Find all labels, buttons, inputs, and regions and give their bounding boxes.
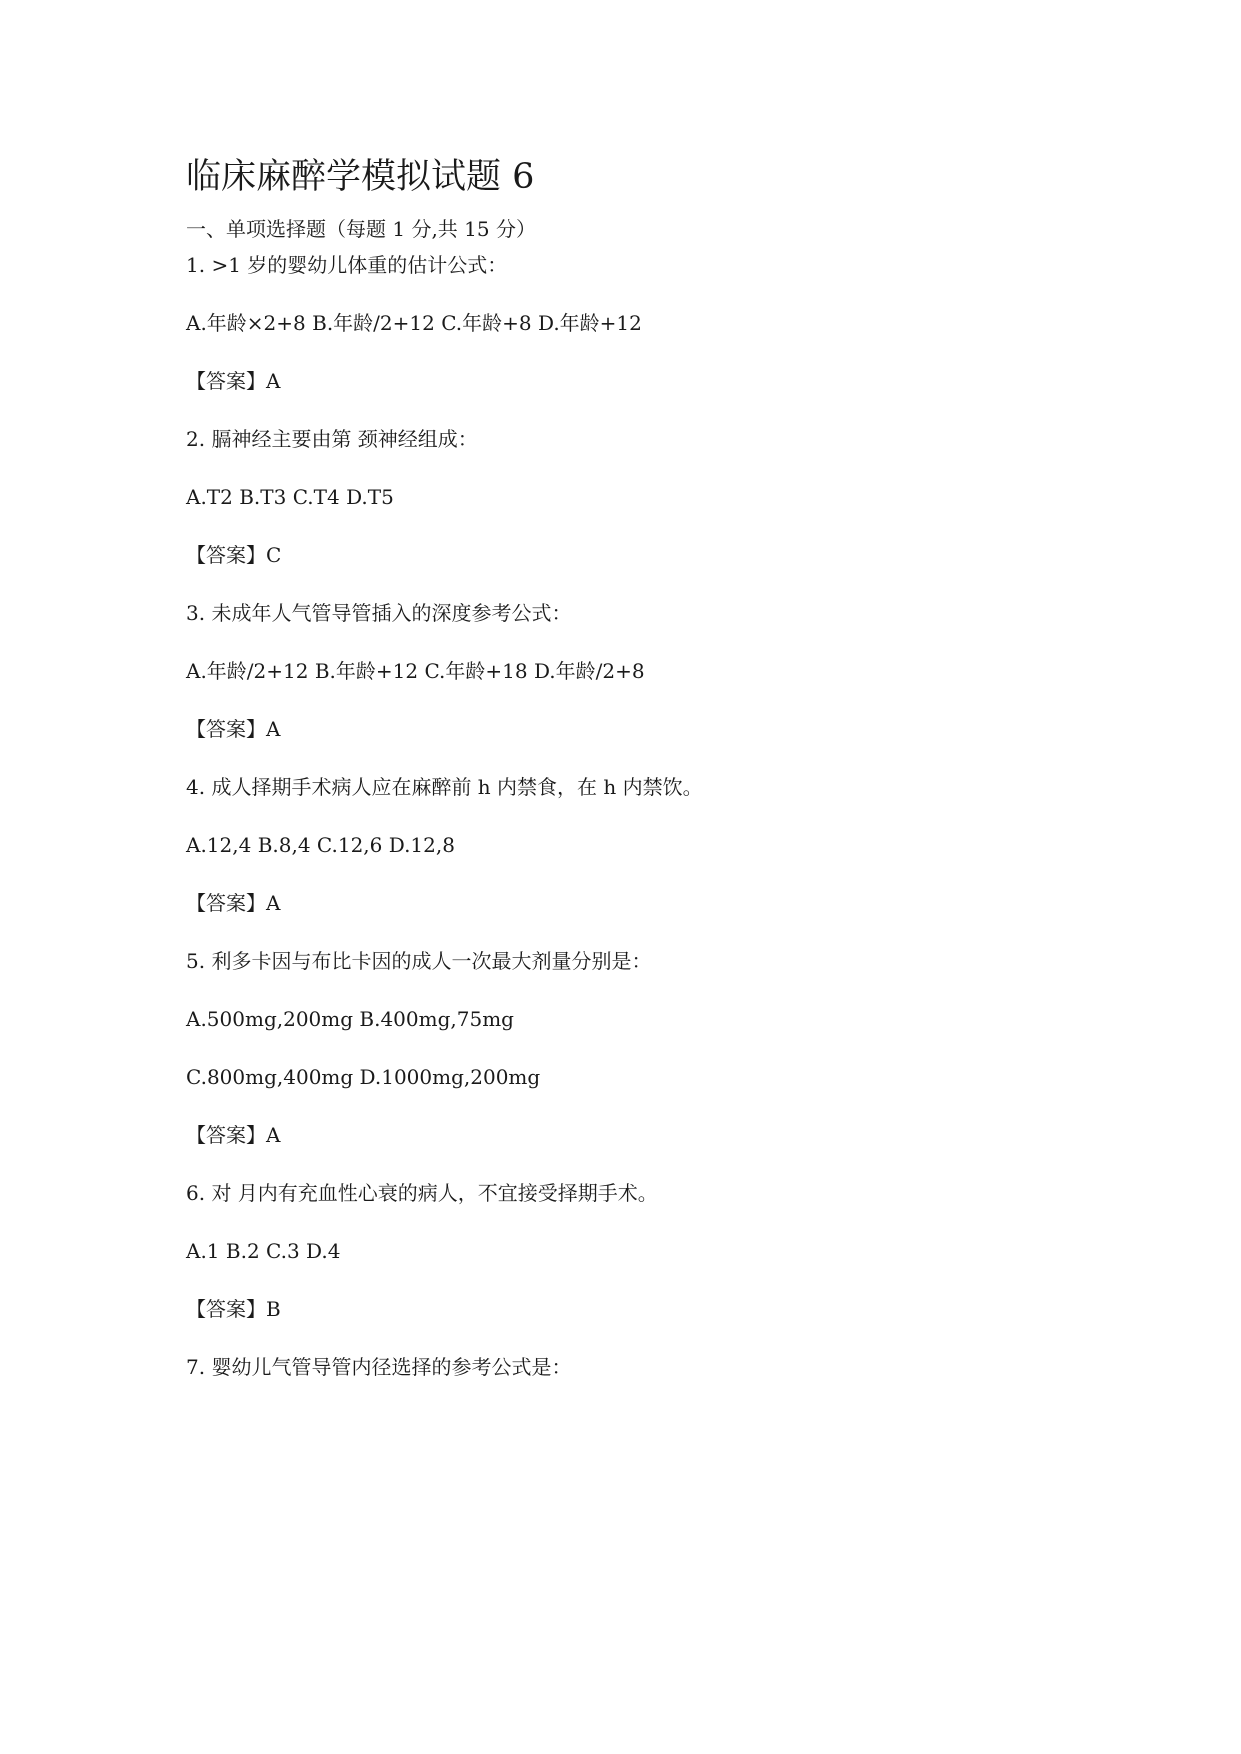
question-2-options: A.T2 B.T3 C.T4 D.T5 — [186, 485, 394, 509]
question-1-stem: 1. >1 岁的婴幼儿体重的估计公式： — [186, 253, 508, 277]
question-3-answer: 【答案】A — [186, 717, 281, 741]
document-title: 临床麻醉学模拟试题 6 — [186, 157, 535, 197]
question-2-stem: 2. 膈神经主要由第 颈神经组成： — [186, 427, 478, 451]
question-1-options: A.年龄×2+8 B.年龄/2+12 C.年龄+8 D.年龄+12 — [186, 311, 642, 335]
question-6-answer: 【答案】B — [186, 1297, 281, 1321]
question-3-options: A.年龄/2+12 B.年龄+12 C.年龄+18 D.年龄/2+8 — [186, 659, 645, 683]
section-heading: 一、单项选择题（每题 1 分,共 15 分） — [186, 217, 536, 241]
question-5-answer: 【答案】A — [186, 1123, 281, 1147]
question-4-answer: 【答案】A — [186, 891, 281, 915]
question-4-stem: 4. 成人择期手术病人应在麻醉前 h 内禁食，在 h 内禁饮。 — [186, 775, 703, 799]
question-6-stem: 6. 对 月内有充血性心衰的病人，不宜接受择期手术。 — [186, 1181, 658, 1205]
question-5-stem: 5. 利多卡因与布比卡因的成人一次最大剂量分别是： — [186, 949, 652, 973]
question-2-answer: 【答案】C — [186, 543, 282, 567]
question-3-stem: 3. 未成年人气管导管插入的深度参考公式： — [186, 601, 572, 625]
question-1-answer: 【答案】A — [186, 369, 281, 393]
question-4-options: A.12,4 B.8,4 C.12,6 D.12,8 — [186, 833, 455, 857]
question-5-options-line-2: C.800mg,400mg D.1000mg,200mg — [186, 1065, 541, 1089]
question-7-stem: 7. 婴幼儿气管导管内径选择的参考公式是： — [186, 1355, 572, 1379]
question-6-options: A.1 B.2 C.3 D.4 — [186, 1239, 341, 1263]
question-5-options-line-1: A.500mg,200mg B.400mg,75mg — [186, 1007, 514, 1031]
